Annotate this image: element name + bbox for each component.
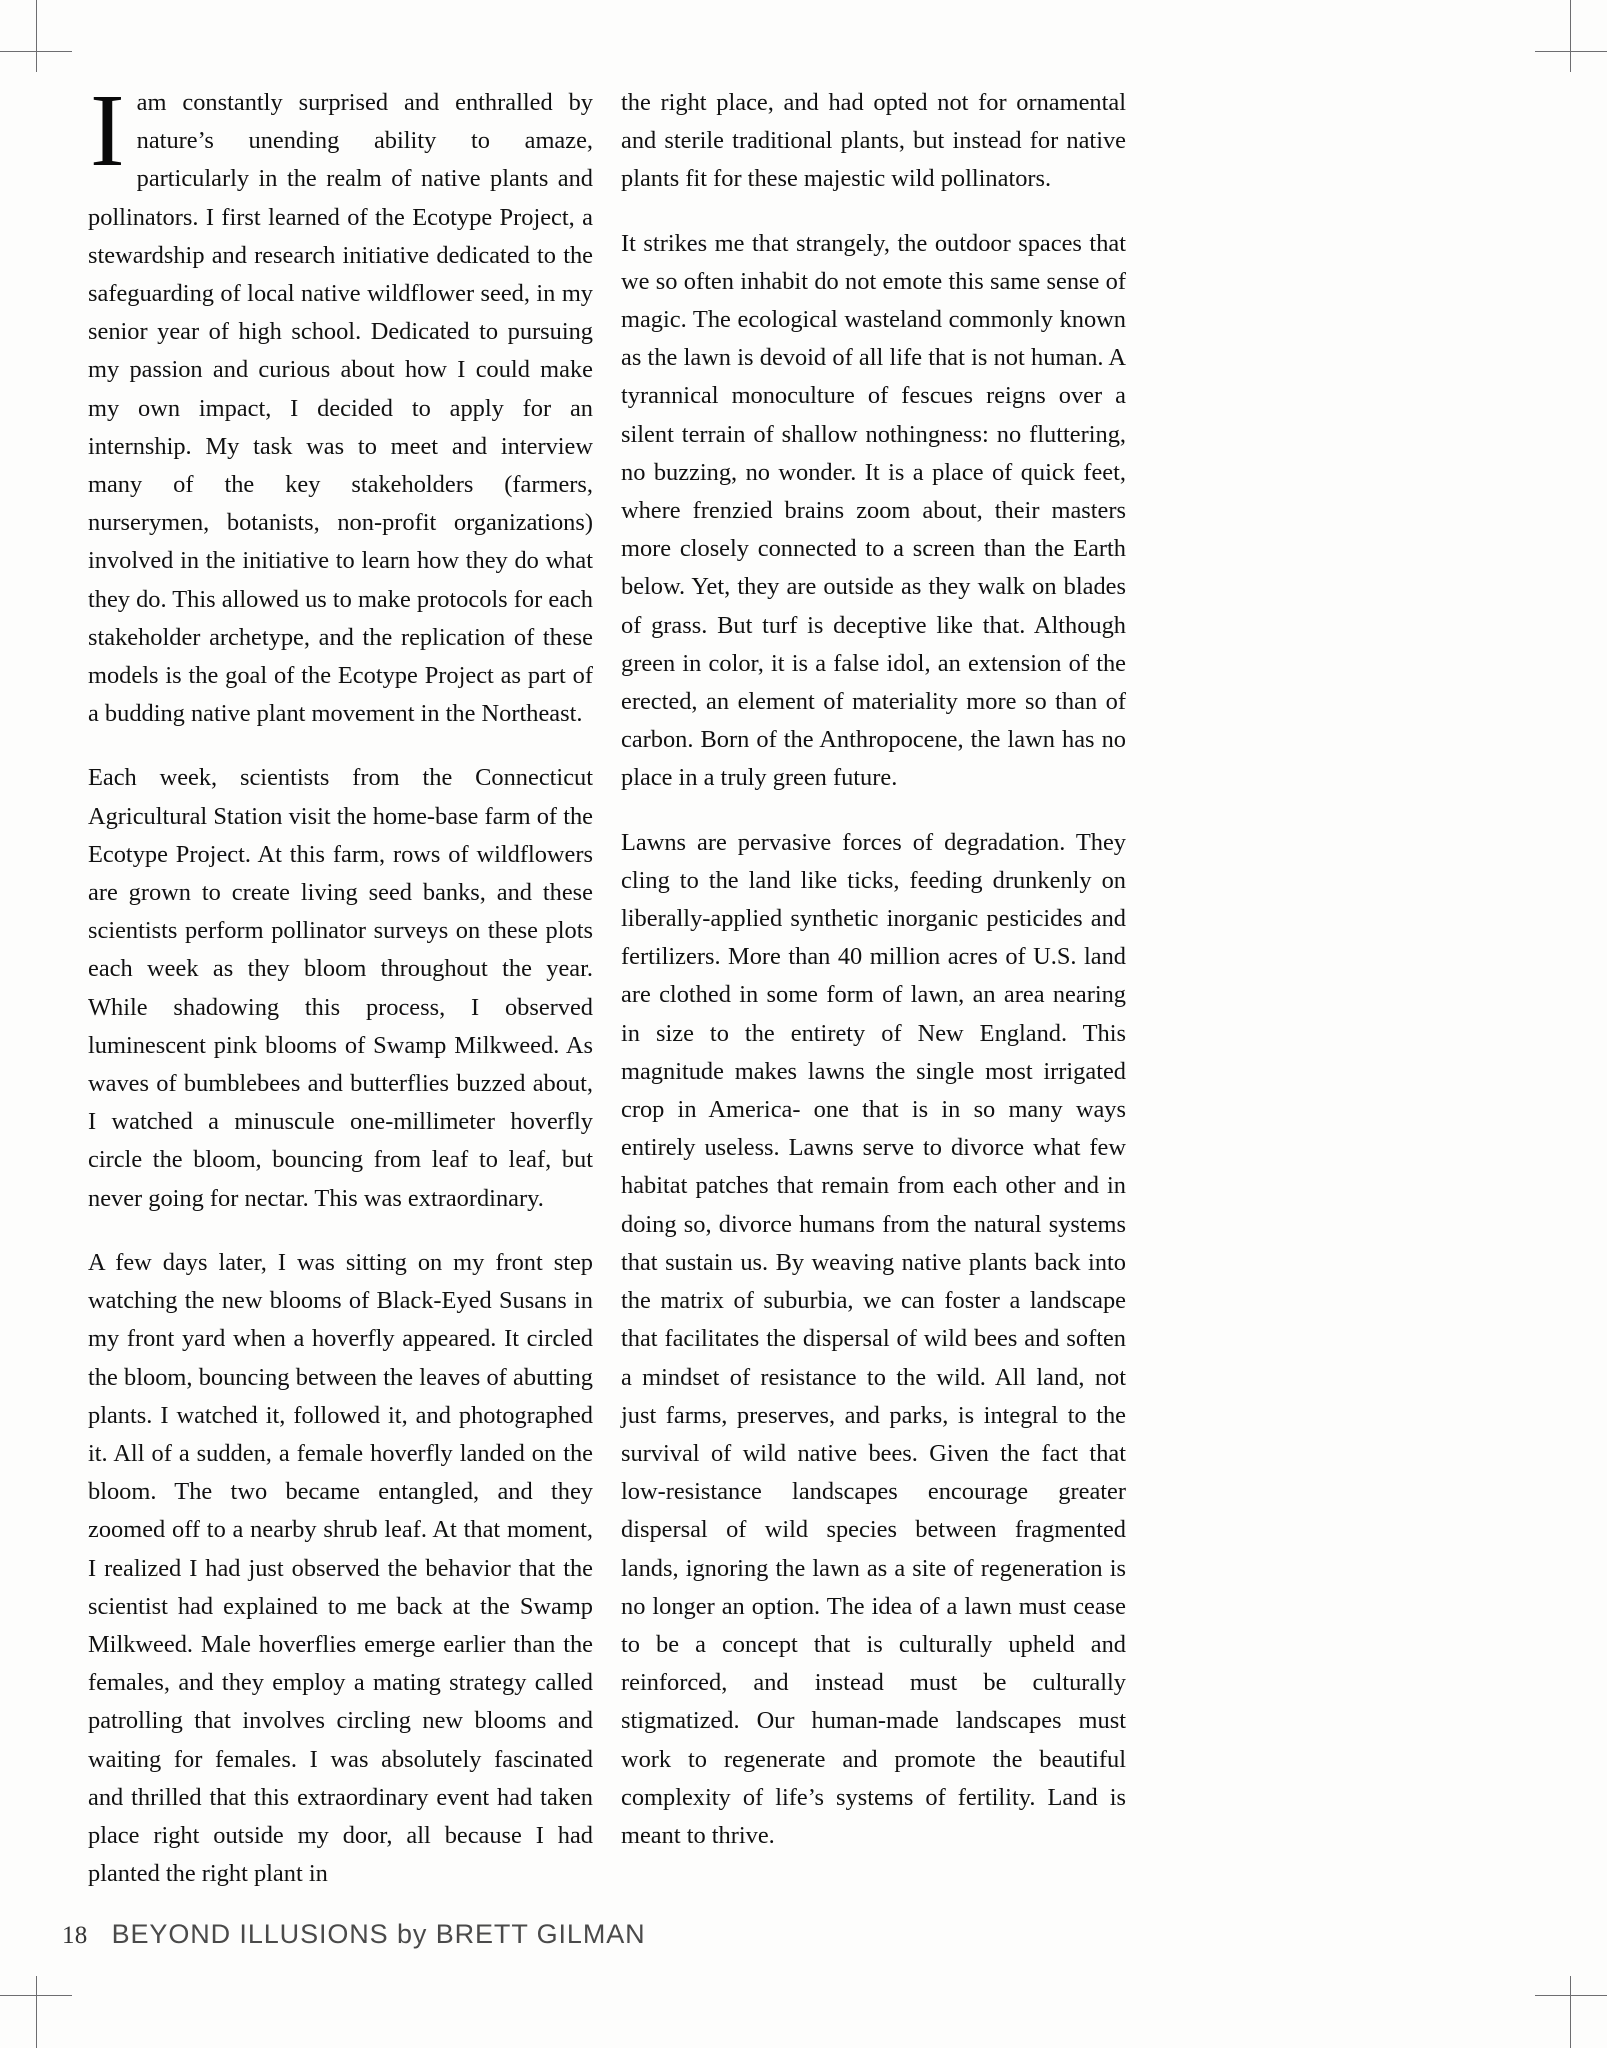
text-column-left	[88, 73, 593, 1888]
crop-mark-top-right-vertical	[1570, 0, 1571, 72]
text-column-right	[621, 84, 1126, 1874]
article-body	[88, 73, 1126, 1888]
paragraph-text: am constantly surprised and enthralled by nature’s unending ability to amaze, particularly in the realm of native plants and pollinators. I first learned of the Ecotype Project, a stewardship and research initiative dedicated to the safeguarding of local native wildflower seed, in my senior year of high school. Dedicated to pursuing my passion and curious about how I could make my own impact, I decided to apply for an internship. My task was to meet and interview many of the key stakeholders (farmers, nurserymen, botanists, non-profit organizations) involved in the initiative to learn how they do what they do. This allowed us to make protocols for each stakeholder archetype, and the replication of these models is the goal of the Ecotype Project as part of a budding native plant movement in the Northeast.	[88, 89, 593, 728]
drop-cap-letter: I	[90, 73, 125, 188]
paragraph-text: Lawns are pervasive forces of degradation. They cling to the land like ticks, feeding drunkenly on liberally-applied synthetic inorganic pesticides and fertilizers. More than 40 million acres of U.S. land are clothed in some form of lawn, an area nearing in size to the entirety of New England. This magnitude makes lawns the single most irrigated crop in America- one that is in so many ways entirely useless. Lawns serve to divorce what few habitat patches that remain from each other and in doing so, divorce humans from the natural systems that sustain us. By weaving native plants back into the matrix of suburbia, we can foster a landscape that facilitates the dispersal of wild bees and soften a mindset of resistance to the wild. All land, not just farms, preserves, and parks, is integral to the survival of wild native bees. Given the fact that low-resistance landscapes encourage greater dispersal of wild species between fragmented lands, ignoring the lawn as a site of regeneration is no longer an option. The idea of a lawn must cease to be a concept that is culturally upheld and reinforced, and instead must be culturally stigmatized. Our human-made landscapes must work to regenerate and promote the beautiful complexity of life’s systems of fertility. Land is meant to thrive.	[621, 828, 1126, 1849]
running-head: BEYOND ILLUSIONS by BRETT GILMAN	[111, 1919, 646, 1949]
crop-mark-top-left-vertical	[36, 0, 37, 72]
paragraph	[621, 225, 1126, 798]
page-footer	[62, 1919, 646, 1950]
paragraph	[88, 73, 593, 733]
crop-mark-top-left-horizontal	[0, 51, 72, 52]
paragraph-text: It strikes me that strangely, the outdoor spaces that we so often inhabit do not emote this same sense of magic. The ecological wasteland commonly known as the lawn is devoid of all life that is not human. A tyrannical monoculture of fescues reigns over a silent terrain of shallow nothingness: no fluttering, no buzzing, no wonder. It is a place of quick feet, where frenzied brains zoom about, their masters more closely connected to a screen than the Earth below. Yet, they are outside as they walk on blades of grass. But turf is deceptive like that. Although green in color, it is a false idol, an extension of the erected, an element of materiality more so than of carbon. Born of the Anthropocene, the lawn has no place in a truly green future.	[621, 229, 1126, 792]
crop-mark-bottom-right-horizontal	[1535, 1995, 1607, 1996]
paragraph	[621, 824, 1126, 1855]
paragraph	[88, 1244, 593, 1893]
paragraph-text: Each week, scientists from the Connecticut Agricultural Station visit the home-base farm of the Ecotype Project. At this farm, rows of wildflowers are grown to create living seed banks, and these scientists perform pollinator surveys on these plots each week as they bloom throughout the year. While shadowing this process, I observed luminescent pink blooms of Swamp Milkweed. As waves of bumblebees and butterflies buzzed about, I watched a minuscule one-millimeter hoverfly circle the bloom, bouncing from leaf to leaf, but never going for nectar. This was extraordinary.	[88, 764, 593, 1212]
page-number: 18	[62, 1922, 88, 1949]
paragraph	[621, 84, 1126, 199]
crop-mark-bottom-right-vertical	[1570, 1976, 1571, 2048]
paragraph-text: A few days later, I was sitting on my front step watching the new blooms of Black-Eyed Susans in my front yard when a hoverfly appeared. It circled the bloom, bouncing between the leaves of abutting plants. I watched it, followed it, and photographed it. All of a sudden, a female hoverfly landed on the bloom. The two became entangled, and they zoomed off to a nearby shrub leaf. At that moment, I realized I had just observed the behavior that the scientist had explained to me back at the Swamp Milkweed. Male hoverflies emerge earlier than the females, and they employ a mating strategy called patrolling that involves circling new blooms and waiting for females. I was absolutely fascinated and thrilled that this extraordinary event had taken place right outside my door, all because I had planted the right plant in	[88, 1248, 593, 1888]
crop-mark-top-right-horizontal	[1535, 51, 1607, 52]
paragraph	[88, 759, 593, 1217]
crop-mark-bottom-left-vertical	[36, 1976, 37, 2048]
paragraph-text: the right place, and had opted not for ornamental and sterile traditional plants, but instead for native plants fit for these majestic wild pollinators.	[621, 89, 1126, 193]
crop-mark-bottom-left-horizontal	[0, 1995, 72, 1996]
